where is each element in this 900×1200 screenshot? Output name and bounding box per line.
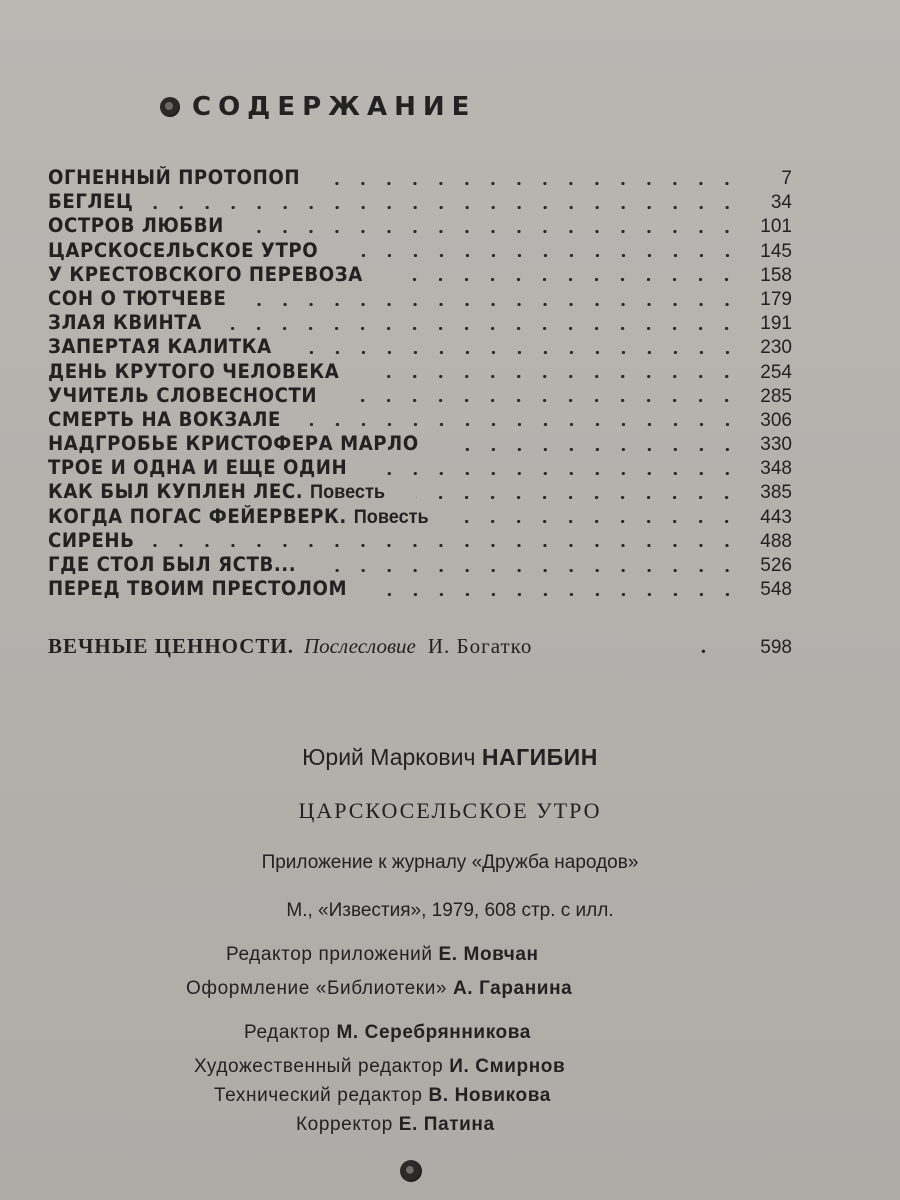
dot-leader [146, 206, 740, 209]
afterword-leader-dot: . [700, 634, 706, 658]
dot-leader [321, 569, 740, 572]
credit-name: Е. Мовчан [438, 944, 539, 965]
ornament-icon [160, 97, 180, 117]
dot-leader [345, 254, 740, 257]
toc-entry [48, 190, 792, 214]
toc-entry-title [48, 360, 339, 383]
toc-entry [48, 480, 792, 504]
toc-entry [48, 335, 792, 359]
toc-entry [48, 505, 792, 529]
dot-leader [367, 375, 740, 378]
toc-entry-title [48, 287, 226, 310]
credit-name: А. Гаранина [452, 978, 573, 999]
toc-entry-subtitle: Повесть [353, 505, 429, 528]
toc-entry-page-number: 145 [760, 240, 792, 262]
toc-entry-page-number: 34 [770, 192, 792, 214]
dot-leader [453, 448, 740, 451]
toc-entry-title-text: БЕГЛЕЦ [48, 190, 134, 214]
toc-entry [48, 360, 792, 384]
toc-entry [48, 384, 792, 408]
toc-entry-title-text: СОН О ТЮТЧЕВЕ [48, 286, 227, 310]
book-title: ЦАРСКОСЕЛЬСКОЕ УТРО [298, 798, 602, 823]
toc-entry-page-number: 7 [781, 168, 792, 189]
dot-leader [392, 278, 740, 281]
toc-entry-title [48, 166, 300, 189]
toc-entry-page-number: 191 [760, 313, 792, 335]
credit-line [186, 978, 572, 1000]
dot-leader [219, 327, 740, 330]
toc-entry [48, 263, 792, 287]
credit-line [226, 944, 539, 966]
dot-leader [246, 303, 740, 306]
dot-leader [463, 520, 740, 523]
toc-entry [48, 553, 792, 577]
toc-entry-title [48, 480, 385, 504]
toc-entry-title-text: ПЕРЕД ТВОИМ ПРЕСТОЛОМ [48, 577, 348, 601]
toc-entry-title-text: ДЕНЬ КРУТОГО ЧЕЛОВЕКА [48, 359, 340, 383]
dot-leader [376, 472, 740, 475]
author-name: Юрий Маркович [302, 744, 476, 770]
credit-line [194, 1056, 565, 1078]
credit-line [214, 1085, 551, 1107]
credit-line [244, 1022, 531, 1044]
toc-entry [48, 529, 792, 553]
credit-role: Технический редактор [214, 1085, 423, 1106]
afterword-page-number: 598 [760, 637, 792, 658]
bottom-ornament-icon [400, 1160, 422, 1182]
toc-entry-page-number: 488 [760, 530, 792, 552]
toc-entry [48, 166, 792, 190]
dot-leader [147, 544, 740, 547]
publication-info: М., «Известия», 1979, 608 стр. с илл. [286, 900, 614, 921]
toc-entry [48, 239, 792, 263]
toc-entry-page-number: 254 [760, 361, 792, 383]
toc-entry-title [48, 190, 133, 213]
toc-entry-title [48, 384, 317, 407]
toc-entry-title [48, 408, 281, 431]
afterword-entry [48, 634, 792, 659]
afterword-author: И. Богатко [427, 634, 533, 658]
toc-entry-title [48, 335, 272, 358]
afterword-title: ВЕЧНЫЕ ЦЕННОСТИ. [48, 634, 294, 658]
dot-leader [295, 351, 740, 354]
dot-leader [376, 593, 740, 596]
toc-entry [48, 214, 792, 238]
dot-leader [305, 423, 740, 426]
dot-leader [416, 496, 740, 499]
toc-entry [48, 287, 792, 311]
author-surname: НАГИБИН [481, 744, 598, 770]
toc-entry-title-text: ОГНЕННЫЙ ПРОТОПОП [48, 166, 301, 189]
toc-entry-title-text: ТРОЕ И ОДНА И ЕЩЕ ОДИН [48, 456, 348, 480]
toc-entry [48, 577, 792, 601]
credit-role: Оформление «Библиотеки» [186, 978, 448, 999]
toc-entry-page-number: 101 [760, 216, 792, 238]
afterword-kind: Послесловие [304, 634, 416, 658]
toc-entry-title-text: ГДЕ СТОЛ БЫЛ ЯСТВ... [48, 553, 297, 576]
credit-name: И. Смирнов [449, 1056, 566, 1077]
toc-entry [48, 311, 792, 335]
toc-entry-title [48, 456, 347, 479]
toc-entry-title-text: УЧИТЕЛЬ СЛОВЕСНОСТИ [48, 383, 318, 407]
toc-entry-title-text: СИРЕНЬ [48, 528, 135, 552]
toc-entry [48, 408, 792, 432]
toc-entry-title [48, 214, 224, 237]
toc-entry-title-text: КАК БЫЛ КУПЛЕН ЛЕС. [48, 480, 304, 504]
dot-leader [325, 182, 740, 185]
supplement-line: Приложение к журналу «Дружба народов» [261, 852, 639, 873]
toc-entry-page-number: 548 [760, 579, 792, 601]
table-of-contents [48, 166, 792, 601]
toc-entry-page-number: 179 [760, 288, 792, 310]
toc-entry-subtitle: Повесть [310, 481, 386, 504]
contents-heading-text: СОДЕРЖАНИЕ [192, 92, 477, 122]
toc-entry-page-number: 158 [760, 264, 792, 286]
toc-entry-title-text: У КРЕСТОВСКОГО ПЕРЕВОЗА [48, 262, 363, 286]
toc-entry-title [48, 263, 363, 286]
toc-entry-title-text: КОГДА ПОГАС ФЕЙЕРВЕРК. [48, 504, 347, 528]
credit-name: В. Новикова [428, 1085, 551, 1106]
toc-entry-page-number: 285 [760, 385, 792, 407]
credit-name: Е. Патина [398, 1114, 495, 1135]
toc-entry-title [48, 553, 296, 576]
toc-entry-title [48, 239, 318, 262]
credit-role: Корректор [296, 1114, 393, 1135]
toc-entry-title [48, 311, 202, 334]
toc-entry [48, 456, 792, 480]
toc-entry-title-text: ЗАПЕРТАЯ КАЛИТКА [48, 335, 272, 359]
toc-entry-page-number: 385 [760, 482, 792, 504]
author-line [0, 744, 900, 771]
toc-entry-title [48, 505, 429, 529]
toc-entry [48, 432, 792, 456]
dot-leader [243, 230, 740, 233]
toc-entry-title-text: ЦАРСКОСЕЛЬСКОЕ УТРО [48, 238, 319, 262]
toc-entry-page-number: 306 [760, 409, 792, 431]
toc-entry-title-text: ОСТРОВ ЛЮБВИ [48, 214, 224, 238]
toc-entry-title-text: СМЕРТЬ НА ВОКЗАЛЕ [48, 407, 281, 431]
credit-role: Художественный редактор [194, 1056, 444, 1077]
credit-role: Редактор [244, 1022, 331, 1043]
credit-line [296, 1114, 495, 1136]
toc-entry-title [48, 432, 419, 455]
toc-entry-title-text: НАДГРОБЬЕ КРИСТОФЕРА МАРЛО [48, 432, 419, 456]
credit-name: М. Серебрянникова [336, 1022, 531, 1043]
credit-role: Редактор приложений [226, 944, 433, 965]
toc-entry-page-number: 443 [760, 506, 792, 528]
toc-entry-title [48, 529, 135, 552]
toc-entry-title-text: ЗЛАЯ КВИНТА [48, 311, 202, 335]
toc-entry-page-number: 526 [760, 555, 792, 576]
dot-leader [343, 399, 740, 402]
toc-entry-page-number: 348 [760, 458, 792, 480]
toc-entry-page-number: 230 [760, 337, 792, 359]
toc-entry-title [48, 577, 347, 600]
toc-entry-page-number: 330 [760, 434, 792, 456]
contents-heading [160, 92, 476, 122]
